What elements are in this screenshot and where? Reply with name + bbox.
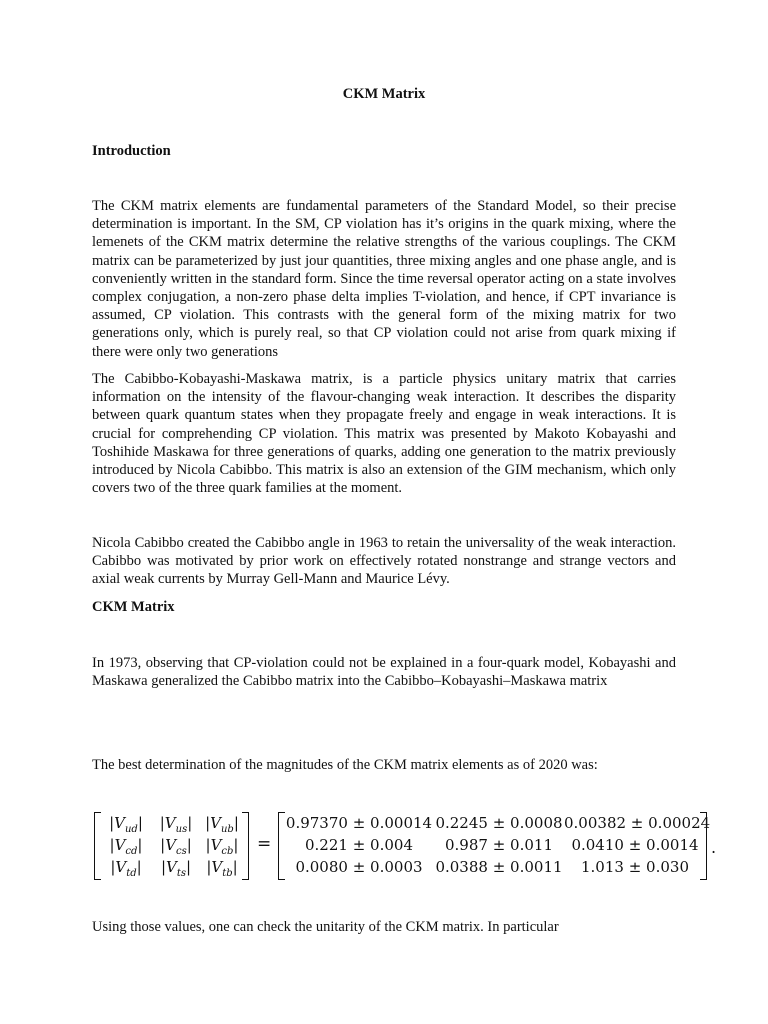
lhs-right-bracket bbox=[242, 812, 249, 880]
paragraph-2: The Cabibbo-Kobayashi-Maskawa matrix, is a particle physics unitary matrix that carries information on the intensity of the flavour-changing weak interaction. It describes the disparity between quark quantum states when they propagate freely and engage in weak interactions. It is crucial for comprehending CP violation. This matrix was presented by Makoto Kobayashi and Toshihide Maskawa for three generations of quarks, adding one generation to the matrix previously introduced by Nicola Cabibbo. This matrix is also an extension of the GIM mechanism, which only covers two of the three quark families at the moment. bbox=[92, 371, 676, 497]
matrix-value: 0.0410 ± 0.0014 bbox=[571, 836, 699, 854]
matrix-value: 0.00382 ± 0.00024 bbox=[564, 814, 711, 832]
matrix-element-v: $|V_{cs}|$ bbox=[160, 836, 192, 857]
section-heading-ckm-matrix: CKM Matrix bbox=[92, 599, 175, 615]
matrix-element-v: $|V_{ub}|$ bbox=[205, 814, 239, 835]
lhs-left-bracket bbox=[94, 812, 101, 880]
paragraph-5: The best determination of the magnitudes of the CKM matrix elements as of 2020 was: bbox=[92, 757, 598, 773]
matrix-element-v: $|V_{cb}|$ bbox=[205, 836, 239, 857]
matrix-element-v: $|V_{ud}|$ bbox=[109, 814, 143, 835]
matrix-element-v: $|V_{tb}|$ bbox=[206, 858, 238, 879]
matrix-value: 1.013 ± 0.030 bbox=[581, 858, 689, 876]
matrix-value: 0.2245 ± 0.0008 bbox=[435, 814, 563, 832]
matrix-element-v: $|V_{cd}|$ bbox=[109, 836, 143, 857]
paragraph-1: The CKM matrix elements are fundamental parameters of the Standard Model, so their precise determination is important. In the SM, CP violation has it’s origins in the quark mixing, where the lemenets of the CKM matrix determine the relative strengths of the various couplings. The CKM matrix can be parameterized by just jour quantities, three mixing angles and one phase angle, and is conveniently written in the standard form. Since the time reversal operator acting on a state involves complex conjugation, a non-zero phase delta implies T-violation, and hence, if CPT invariance is assumed, CP violation. This contrasts with the general form of the mixing matrix for two generations only, which is purely real, so that CP violation could not arise from quark mixing if there were only two generations bbox=[92, 198, 676, 360]
paragraph-6: Using those values, one can check the unitarity of the CKM matrix. In particular bbox=[92, 919, 559, 935]
matrix-value: 0.0388 ± 0.0011 bbox=[435, 858, 563, 876]
matrix-value: 0.987 ± 0.011 bbox=[445, 836, 553, 854]
section-heading-introduction: Introduction bbox=[92, 143, 171, 159]
ckm-matrix-equation bbox=[94, 810, 724, 880]
matrix-value: 0.0080 ± 0.0003 bbox=[295, 858, 423, 876]
paragraph-3: Nicola Cabibbo created the Cabibbo angle in 1963 to retain the universality of the weak interaction. Cabibbo was motivated by prior work on effectively rotated nonstrange and strange vectors and axial weak currents by Murray Gell-Mann and Maurice Lévy. bbox=[92, 535, 676, 588]
matrix-element-v: $|V_{us}|$ bbox=[159, 814, 193, 835]
matrix-element-v: $|V_{ts}|$ bbox=[160, 858, 192, 879]
matrix-value: 0.97370 ± 0.00014 bbox=[285, 814, 433, 832]
page-title: CKM Matrix bbox=[342, 86, 426, 102]
matrix-element-v: $|V_{td}|$ bbox=[110, 858, 142, 879]
equals-sign: = bbox=[257, 834, 272, 854]
matrix-value: 0.221 ± 0.004 bbox=[305, 836, 413, 854]
paragraph-4: In 1973, observing that CP-violation could not be explained in a four-quark model, Kobayashi and Maskawa generalized the Cabibbo matrix into the Cabibbo–Kobayashi–Maskawa matrix bbox=[92, 655, 676, 690]
equation-terminator: . bbox=[711, 838, 717, 857]
